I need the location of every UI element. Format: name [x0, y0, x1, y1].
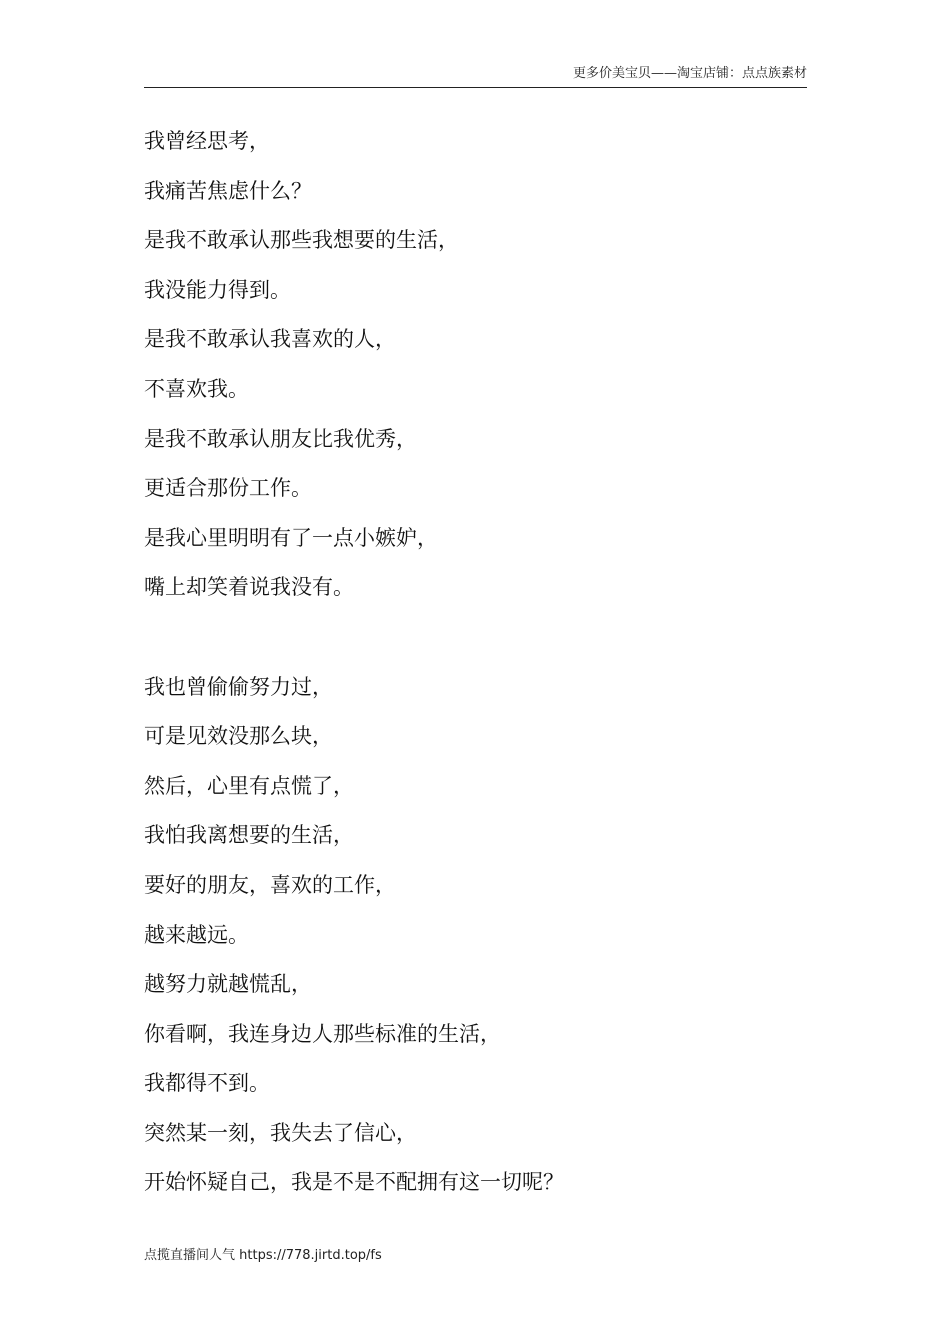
- stanza-break: [144, 613, 807, 663]
- text-line: 越努力就越慌乱，: [144, 972, 312, 997]
- text-line: 是我不敢承认那些我想要的生活，: [144, 228, 459, 253]
- text-line: 然后，心里有点慌了，: [144, 773, 354, 798]
- text-line: 我痛苦焦虑什么？: [144, 178, 312, 203]
- stanza-2: [144, 663, 807, 1209]
- text-line: 是我不敢承认朋友比我优秀，: [144, 426, 417, 451]
- text-line: 我也曾偷偷努力过，: [144, 674, 333, 699]
- page-header: [144, 62, 807, 88]
- text-line: 嘴上却笑着说我没有。: [144, 575, 354, 600]
- header-text: 更多价美宝贝——淘宝店铺：点点族素材: [572, 66, 807, 81]
- text-line: 不喜欢我。: [144, 376, 249, 401]
- text-line: 我曾经思考，: [144, 129, 270, 153]
- text-line: 要好的朋友，喜欢的工作，: [144, 872, 396, 897]
- text-line: 可是见效没那么块，: [144, 724, 333, 749]
- text-line: 更适合那份工作。: [144, 476, 312, 501]
- text-line: 是我不敢承认我喜欢的人，: [144, 327, 396, 352]
- stanza-1: [144, 117, 807, 613]
- page-footer: 点揽直播间人气 https://778.jirtd.top/fs: [144, 1248, 382, 1263]
- text-line: 开始怀疑自己，我是不是不配拥有这一切呢？: [144, 1170, 564, 1195]
- text-line: 我没能力得到。: [144, 277, 291, 302]
- text-line: 你看啊，我连身边人那些标准的生活，: [144, 1021, 501, 1046]
- document-body: [144, 117, 807, 1208]
- text-line: 是我心里明明有了一点小嫉妒，: [144, 525, 438, 550]
- text-line: 突然某一刻，我失去了信心，: [144, 1120, 417, 1145]
- text-line: 我都得不到。: [144, 1071, 270, 1096]
- text-line: 我怕我离想要的生活，: [144, 823, 354, 848]
- text-line: 越来越远。: [144, 922, 249, 947]
